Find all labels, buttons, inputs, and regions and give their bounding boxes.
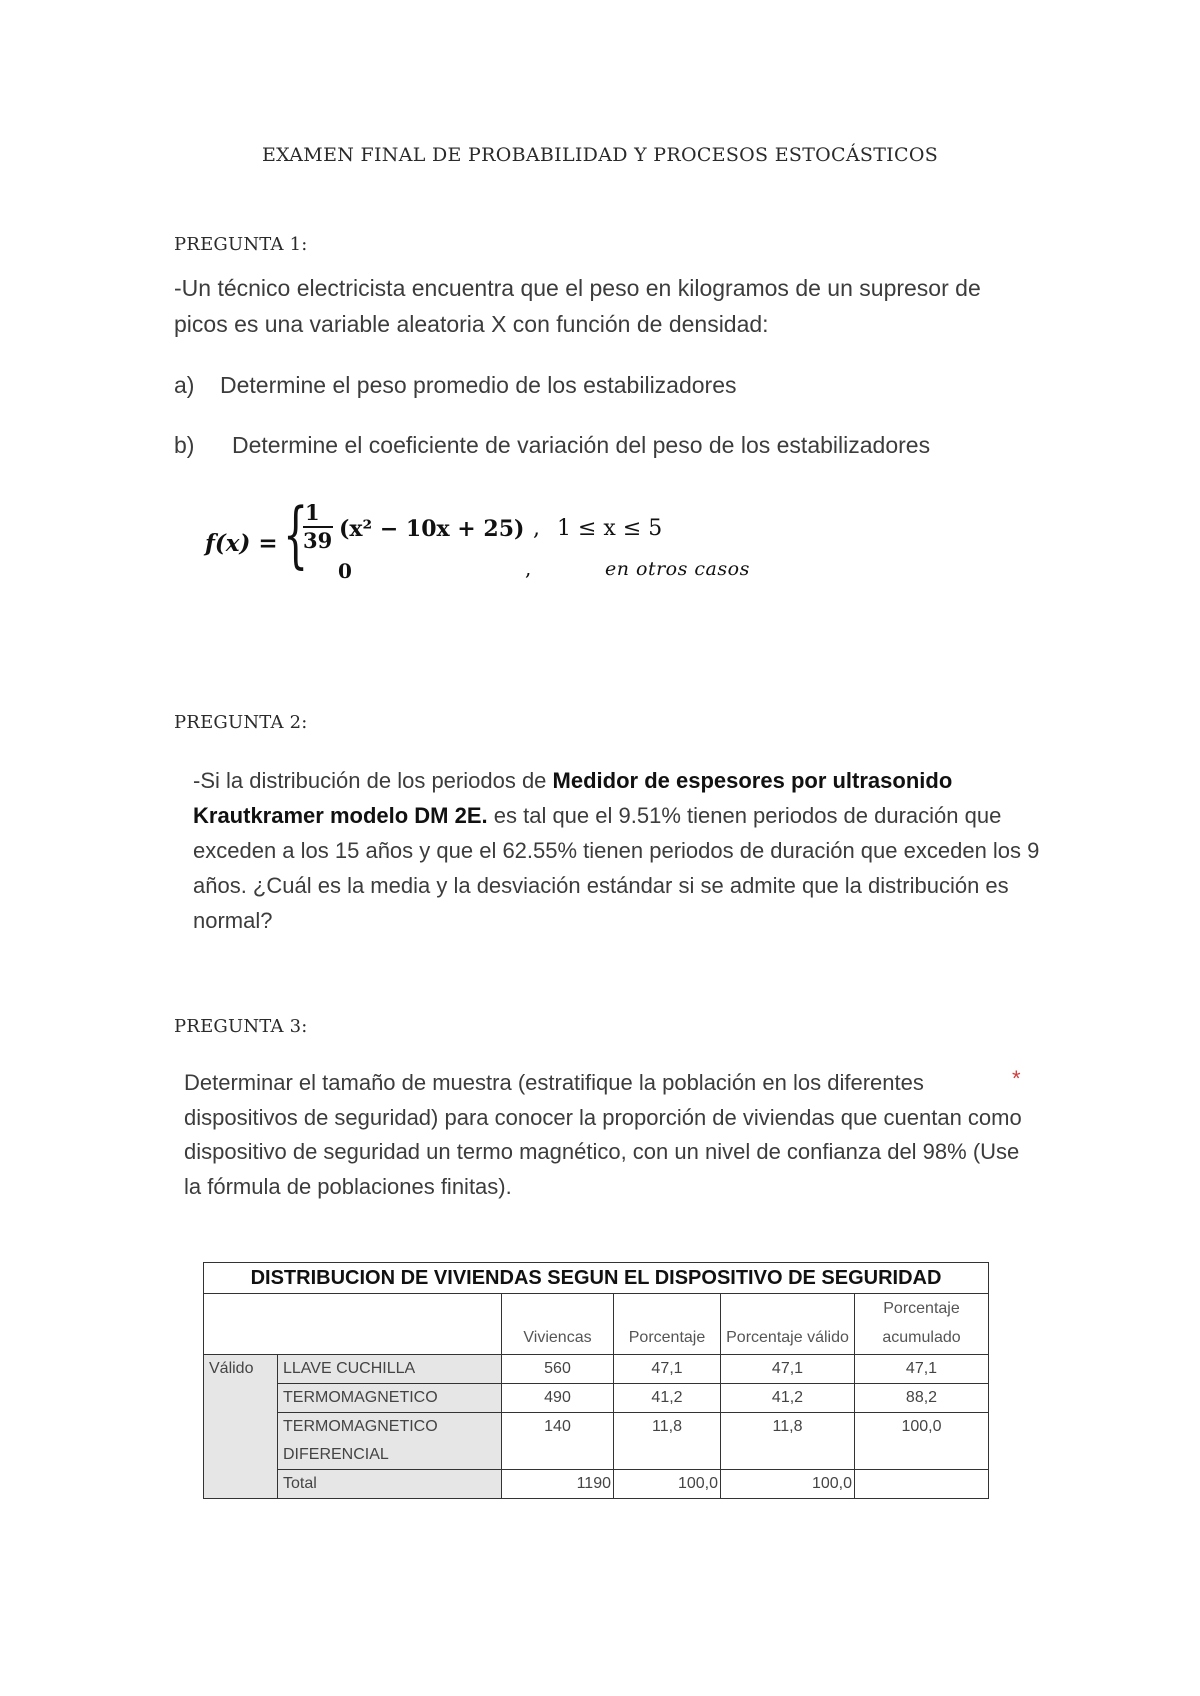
row-label: TERMOMAGNETICO — [278, 1384, 502, 1413]
question-2-text-pre: -Si la distribución de los periodos de — [193, 768, 553, 793]
question-3-text: Determinar el tamaño de muestra (estratifique la población en los diferentes dispositivos de seguridad) para conocer la proporción de viviendas que cuentan como dispositivo de seguridad un termo magnético, con un nivel de confianza del 98% (Use la fórmula de poblaciones finitas). — [184, 1070, 1022, 1199]
question-2-text-post: es tal que el 9.51% tienen periodos de duración que exceden a los 15 años y que el 62.55% tienen periodos de duración que exceden los 9 años. ¿Cuál es la media y la desviación estándar si se admite que la distribución es normal? — [193, 803, 1040, 933]
formula-numerator: 1 — [305, 500, 320, 525]
total-valido: 100,0 — [721, 1470, 855, 1499]
question-2-text — [193, 763, 1053, 938]
valid-label: Válido — [204, 1355, 278, 1499]
formula-condition-1: 1 ≤ x ≤ 5 — [557, 516, 663, 541]
question-1-label: PREGUNTA 1: — [174, 234, 308, 255]
formula-brace: { — [283, 492, 309, 576]
cell-valido: 47,1 — [721, 1355, 855, 1384]
question-1-line-2: picos es una variable aleatoria X con función de densidad: — [174, 311, 769, 337]
question-1-option-a — [174, 372, 737, 399]
cell-acumulado: 88,2 — [855, 1384, 989, 1413]
cell-valido: 41,2 — [721, 1384, 855, 1413]
cell-porcentaje: 47,1 — [614, 1355, 721, 1384]
question-2-label: PREGUNTA 2: — [174, 712, 308, 733]
header-porcentaje: Porcentaje — [614, 1294, 721, 1355]
table-title: DISTRIBUCION DE VIVIENDAS SEGUN EL DISPOSITIVO DE SEGURIDAD — [204, 1263, 989, 1294]
table-header-blank — [204, 1294, 502, 1355]
cell-viviendas: 560 — [502, 1355, 614, 1384]
row-label: TERMOMAGNETICO DIFERENCIAL — [278, 1413, 502, 1470]
question-1-text — [174, 270, 1074, 342]
row-label: LLAVE CUCHILLA — [278, 1355, 502, 1384]
total-porcentaje: 100,0 — [614, 1470, 721, 1499]
total-viviendas: 1190 — [502, 1470, 614, 1499]
cell-viviendas: 140 — [502, 1413, 614, 1470]
question-1-line-1: -Un técnico electricista encuentra que el peso en kilogramos de un supresor de — [174, 275, 981, 301]
formula-comma-2: , — [525, 556, 532, 580]
option-a-letter: a) — [174, 372, 195, 398]
formula-expression: (x² − 10x + 25) — [339, 516, 525, 542]
cell-porcentaje: 11,8 — [614, 1413, 721, 1470]
density-function-formula — [205, 492, 765, 590]
option-b-letter: b) — [174, 432, 195, 458]
formula-condition-2: en otros casos — [605, 558, 750, 580]
formula-denominator: 39 — [303, 528, 333, 553]
table-row — [204, 1355, 989, 1384]
required-asterisk: * — [1012, 1066, 1021, 1091]
header-viviendas: Viviencas — [502, 1294, 614, 1355]
cell-acumulado: 100,0 — [855, 1413, 989, 1470]
question-1-option-b — [174, 432, 930, 459]
cell-viviendas: 490 — [502, 1384, 614, 1413]
cell-valido: 11,8 — [721, 1413, 855, 1470]
header-porcentaje-acumulado: Porcentaje acumulado — [855, 1294, 989, 1355]
option-a-text: Determine el peso promedio de los estabilizadores — [220, 372, 737, 398]
formula-lhs: f(x) = — [205, 530, 278, 557]
table-total-row — [204, 1470, 989, 1499]
distribution-table — [203, 1262, 989, 1499]
cell-acumulado: 47,1 — [855, 1355, 989, 1384]
cell-porcentaje: 41,2 — [614, 1384, 721, 1413]
exam-title: EXAMEN FINAL DE PROBABILIDAD Y PROCESOS ESTOCÁSTICOS — [261, 144, 939, 166]
option-b-text: Determine el coeficiente de variación del peso de los estabilizadores — [232, 432, 931, 458]
question-3-label: PREGUNTA 3: — [174, 1016, 308, 1037]
formula-comma-1: , — [533, 516, 540, 541]
total-acumulado — [855, 1470, 989, 1499]
header-porcentaje-valido: Porcentaje válido — [721, 1294, 855, 1355]
question-2-instrument: Medidor de espesores por ultrasonido Krautkramer modelo DM 2E. — [193, 768, 953, 828]
formula-zero: 0 — [338, 559, 352, 583]
table-row — [204, 1413, 989, 1470]
table-row — [204, 1384, 989, 1413]
total-label: Total — [278, 1470, 502, 1499]
